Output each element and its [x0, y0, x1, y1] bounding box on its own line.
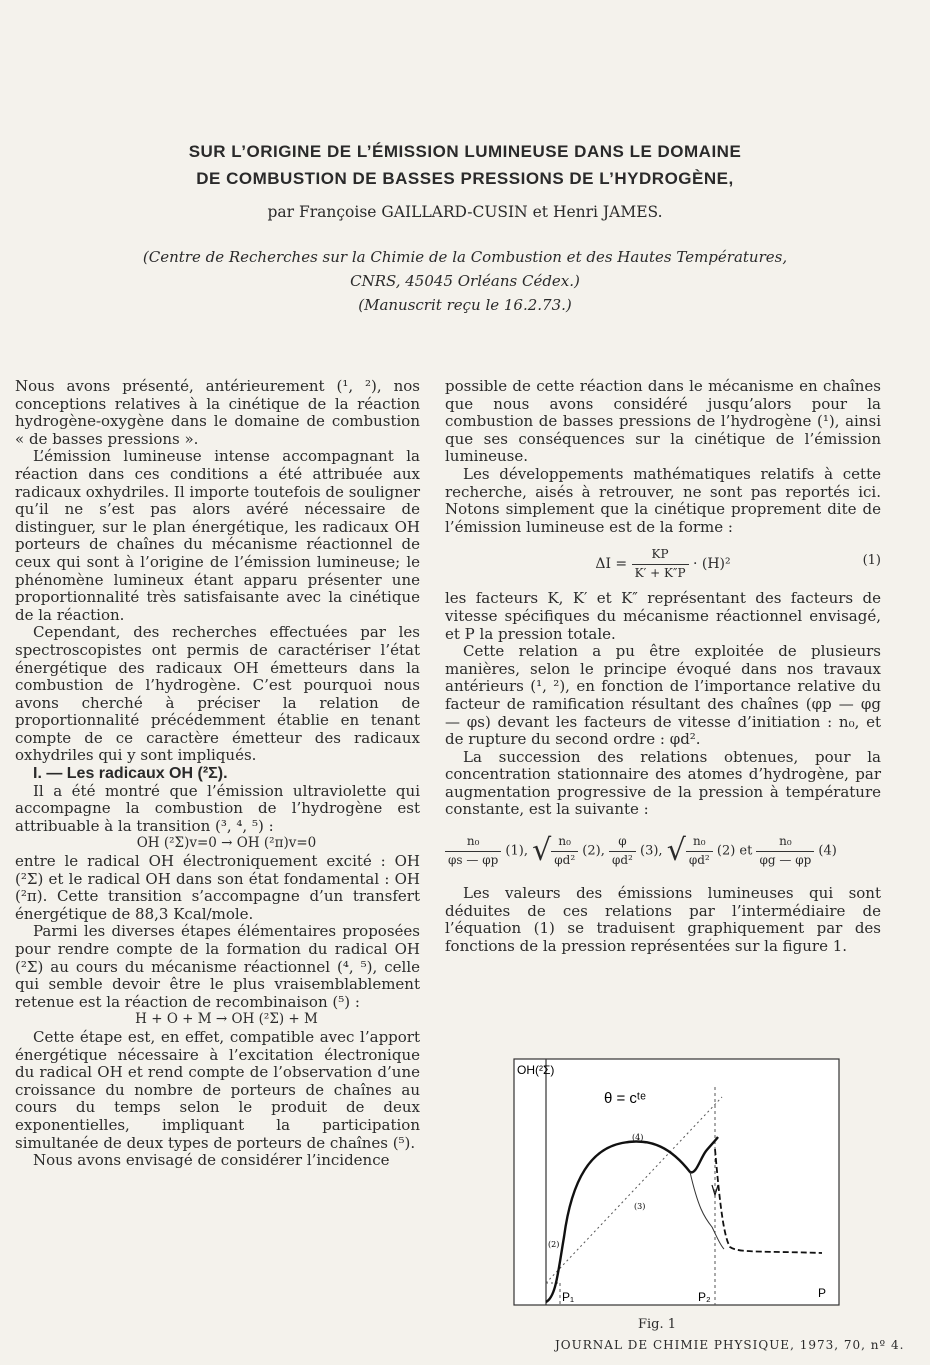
curve-label-1: (2) — [548, 1240, 560, 1249]
paragraph: L’émission lumineuse intense accompagnant la réaction dans ces conditions a été attribuée aux radicaux oxhydriles. Il importe toutefois de souligner qu’il ne s’est pas alors avéré nécessaire de distinguer, sur le plan énergétique, les radicaux OH porteurs de chaînes du mécanisme réactionnel de ceux qui sont à l’origine de l’émission lumineuse; le phénomène lumineux étant apparu présenter une proportionnalité très satisfaisante avec la cinétique de la réaction. — [15, 447, 420, 624]
equation-recombination: H + O + M → OH (²Σ) + M — [135, 1011, 318, 1028]
rel-den: φg — φp — [759, 852, 812, 867]
relation-3 — [609, 833, 636, 869]
paragraph: Nous avons envisagé de considérer l’incidence — [33, 1151, 390, 1170]
title-line-1: SUR L’ORIGINE DE L’ÉMISSION LUMINEUSE DANS LE DOMAINE — [188, 142, 742, 161]
rel-label: (2), — [582, 843, 605, 859]
x-label-p2: P₂ — [698, 1290, 711, 1304]
paragraph: entre le radical OH électroniquement excité : OH (²Σ) et le radical OH dans son état fondamental : OH (²π). Cette transition s’accompagne d’un transfert énergétique de 88,3 Kcal/mole. — [15, 852, 420, 923]
paragraph: Cette relation a pu être exploitée de plusieurs manières, selon le principe évoqué dans nos travaux antérieurs (¹, ²), en fonction de l’importance relative du facteur de ramification résultant des chaînes (φp — φg — φs) devant les facteurs de vitesse d’initiation : n₀, et de rupture du second ordre : φd². — [445, 642, 881, 749]
rel-label: (4) — [818, 843, 837, 859]
eq-lhs: ΔI = — [595, 556, 628, 573]
equation-1 — [445, 546, 881, 578]
relation-1 — [445, 833, 501, 869]
rel-label: (2) et — [716, 843, 753, 859]
figure-caption: Fig. 1 — [638, 1317, 677, 1332]
x-label-p: P — [818, 1286, 827, 1300]
relation-2 — [551, 833, 578, 869]
rel-num: n₀ — [445, 833, 501, 852]
paragraph: les facteurs K, K′ et K″ représentant des facteurs de vitesse spécifiques du mécanisme réactionnel envisagé, et P la pression totale. — [445, 589, 881, 643]
journal-footer: JOURNAL DE CHIMIE PHYSIQUE, 1973, 70, nº 4. — [555, 1338, 905, 1352]
rel-den: φd² — [688, 852, 710, 867]
paragraph: possible de cette réaction dans le mécanisme en chaînes que nous avons considéré jusqu’alors pour la combustion de basses pressions de l’hydrogène (¹), ainsi que ses conséquences sur la cinétique de l’émission lumineuse. — [445, 377, 881, 466]
authors: par Françoise GAILLARD-CUSIN et Henri JAMES. — [267, 203, 663, 221]
rel-label: (1), — [505, 843, 528, 859]
paragraph: Il a été montré que l’émission ultraviolette qui accompagne la combustion de l’hydrogène est attribuable à la transition (³, ⁴, ⁵) : — [15, 781, 420, 835]
paragraph: Nous avons présenté, antérieurement (¹, ²), nos conceptions relatives à la cinétique de la réaction hydrogène-oxygène dans le domaine de combustion « de basses pressions ». — [15, 377, 420, 448]
paragraph: La succession des relations obtenues, pour la concentration stationnaire des atomes d’hydrogène, par augmentation progressive de la pression à température constante, est la suivante : — [445, 747, 881, 819]
figure-plot — [512, 1057, 842, 1309]
rel-num: n₀ — [756, 833, 814, 852]
rel-num: n₀ — [686, 833, 713, 852]
y-axis-label: OH(²Σ) — [517, 1063, 555, 1077]
x-label-p1: P₁ — [562, 1290, 575, 1304]
right-column — [445, 378, 881, 956]
curve-label-3: (4) — [632, 1133, 644, 1142]
left-column — [15, 378, 420, 1170]
paragraph: Parmi les diverses étapes élémentaires proposées pour rendre compte de la formation du radical OH (²Σ) au cours du mécanisme réactionnel (⁴, ⁵), celle qui semble devoir être le plus vraisemblablement retenue est la réaction de recombinaison (⁵) : — [15, 922, 420, 1011]
rel-num: n₀ — [551, 833, 578, 852]
relations-row — [445, 833, 881, 869]
equation-transition: OH (²Σ)v=0 → OH (²π)v=0 — [136, 835, 317, 852]
rel-den: φs — φp — [448, 852, 499, 867]
section-heading: I. — Les radicaux OH (²Σ). — [33, 765, 228, 783]
article-title — [40, 138, 890, 192]
eq-tail: · (H)² — [692, 556, 731, 573]
relation-5 — [756, 833, 814, 869]
paragraph: Cependant, des recherches effectuées par les spectroscopistes ont permis de caractériser l’état énergétique des radicaux OH émetteurs dans la combustion de l’hydrogène. C’est pourquoi nous avons cherché à préciser la relation de proportionnalité précédemment établie en tenant compte de ce caractère émetteur des radicaux oxhydriles qui y sont impliqués. — [15, 623, 420, 765]
rel-den: φd² — [554, 852, 576, 867]
figure-1 — [512, 1057, 842, 1309]
received-date: (Manuscrit reçu le 16.2.73.) — [358, 296, 572, 314]
eq-fraction — [632, 546, 689, 582]
eq-denominator: K′ + K″P — [634, 565, 686, 580]
paragraph: Cette étape est, en effet, compatible avec l’apport énergétique nécessaire à l’excitation électronique du radical OH et rend compte de l’observation d’une croissance du nombre de porteurs de chaînes au cours du temps selon le produit de deux exponentielles, impliquant la participation simultanée de deux types de porteurs de chaînes (⁵). — [15, 1027, 420, 1152]
title-line-2: DE COMBUSTION DE BASSES PRESSIONS DE L’HYDROGÈNE, — [196, 169, 734, 188]
paragraph: Les valeurs des émissions lumineuses qui sont déduites de ces relations par l’intermédiaire de l’équation (1) se traduisent graphiquement par des fonctions de la pression représentées sur la figure 1. — [445, 884, 881, 956]
relation-4 — [686, 833, 713, 869]
curve-label-2: (3) — [634, 1202, 646, 1211]
sqrt-symbol: √ — [666, 833, 686, 869]
rel-num: φ — [609, 833, 636, 852]
equation-number: (1) — [862, 553, 881, 569]
affiliation — [40, 245, 890, 317]
rel-den: φd² — [611, 852, 633, 867]
sqrt-symbol: √ — [532, 833, 552, 869]
figure-frame — [514, 1059, 839, 1305]
temperature-annotation: θ = cᵗᵉ — [604, 1090, 646, 1107]
affiliation-line-1: (Centre de Recherches sur la Chimie de la Combustion et des Hautes Températures, — [142, 248, 788, 266]
rel-label: (3), — [640, 843, 663, 859]
paragraph: Les développements mathématiques relatifs à cette recherche, aisés à retrouver, ne sont pas reportés ici. Notons simplement que la cinétique proprement dite de l’émission lumineuse est de la forme : — [445, 464, 881, 536]
eq-numerator: KP — [632, 546, 689, 565]
affiliation-line-2: CNRS, 45045 Orléans Cédex.) — [350, 272, 580, 290]
